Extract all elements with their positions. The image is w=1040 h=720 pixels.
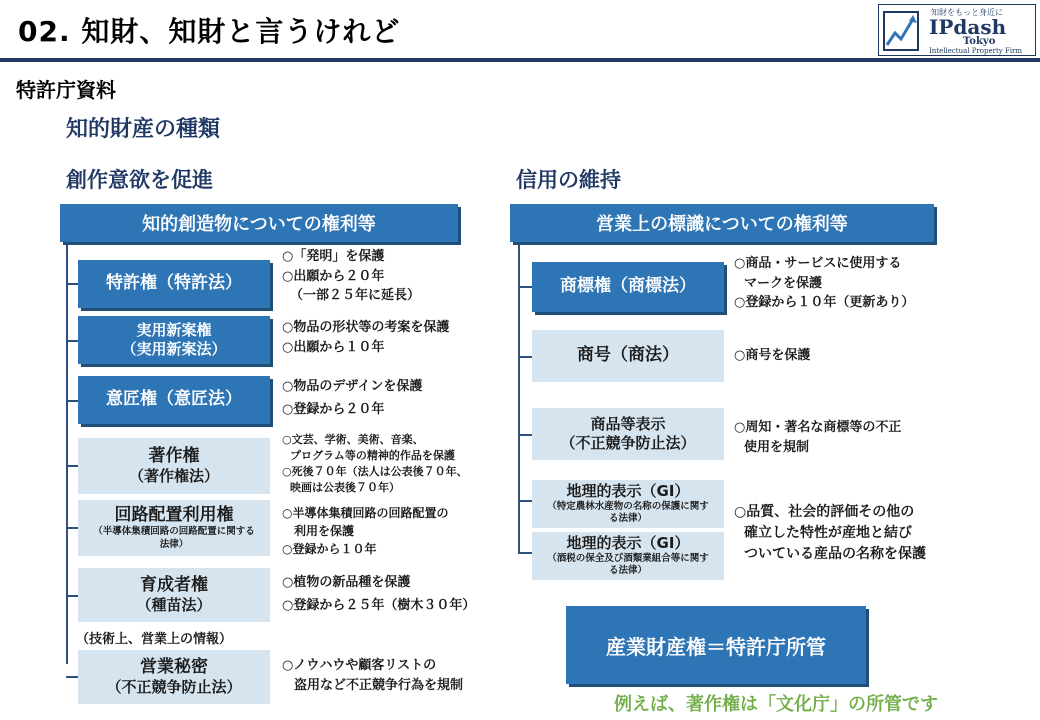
item-sub: （半導体集積回路の回路配置に関する法律）: [93, 526, 255, 550]
left-branch-1: [66, 283, 78, 285]
right-box-patent: [78, 260, 270, 308]
desc-product-indication: [734, 418, 901, 457]
item-name: 地理的表示（GI）: [566, 482, 690, 501]
left-branch-7: [66, 676, 78, 678]
right-box-design: [78, 376, 270, 424]
box-trade-name: [532, 330, 724, 382]
item-sub: （不正競争防止法）: [560, 434, 696, 452]
left-section-heading: 創作意欲を促進: [66, 168, 213, 192]
item-sub: （特定農林水産物の名称の保護に関する法律）: [547, 501, 709, 525]
desc-line: ○文芸、学術、美術、音楽、: [282, 433, 424, 446]
desc-line: ○「発明」を保護: [282, 249, 385, 264]
right-branch-4: [518, 500, 532, 502]
item-name: 意匠権（意匠法）: [106, 389, 242, 410]
desc-trademark: [734, 254, 914, 313]
item-name: 実用新案権: [136, 321, 212, 340]
desc-line: ○商品・サービスに使用する: [734, 256, 902, 271]
desc-circuit-layout: [282, 504, 448, 558]
desc-line: ○出願から１０年: [282, 339, 385, 355]
diagram-heading: 知的財産の種類: [66, 117, 221, 142]
trade-secret-note: （技術上、営業上の情報）: [76, 632, 233, 647]
item-name: 営業秘密: [140, 657, 208, 677]
desc-breeder-right: [282, 572, 475, 618]
item-name: 回路配置利用権: [114, 505, 234, 526]
desc-line: 映画は公表後７０年）: [290, 480, 400, 494]
left-branch-2: [66, 340, 78, 342]
desc-line: ○登録から２０年: [282, 401, 385, 417]
item-sub: （酒税の保全及び酒類業組合等に関する法律）: [547, 553, 709, 577]
item-name: 育成者権: [140, 575, 208, 595]
desc-line: 盗用など不正競争行為を規制: [294, 677, 464, 693]
footer-note: 例えば、著作権は「文化庁」の所管です: [614, 694, 938, 715]
desc-line: ○登録から２５年（樹木３０年）: [282, 597, 476, 613]
source-label: 特許庁資料: [16, 78, 116, 102]
box-gi-liquor: [532, 532, 724, 580]
desc-line: （一部２５年に延長）: [290, 288, 421, 303]
desc-line: ○半導体集積回路の回路配置の: [282, 506, 449, 520]
item-name: 商号（商法）: [577, 345, 679, 366]
industrial-property-box: 産業財産権＝特許庁所管: [566, 606, 866, 684]
left-branch-4: [66, 465, 78, 467]
desc-trade-name: [734, 346, 810, 366]
right-branch-2: [518, 356, 532, 358]
desc-line: マークを保護: [744, 275, 823, 291]
box-gi-agri: [532, 480, 724, 528]
desc-line: 確立した特性が産地と結び: [744, 525, 912, 541]
item-name: 特許権（特許法）: [106, 273, 242, 294]
box-product-indication: [532, 408, 724, 460]
item-sub: （不正競争防止法）: [106, 678, 242, 697]
item-name: 地理的表示（GI）: [566, 534, 690, 553]
item-name: 商品等表示: [590, 415, 666, 434]
box-breeder-right: [78, 568, 270, 622]
desc-design: [282, 376, 422, 422]
left-branch-5: [66, 527, 78, 529]
desc-line: ○物品のデザインを保護: [282, 379, 423, 394]
desc-line: ○物品の形状等の考案を保護: [282, 320, 450, 335]
desc-line: ○登録から１０年: [282, 542, 377, 556]
right-box-utility-model: [78, 316, 270, 364]
desc-line: ○ノウハウや顧客リストの: [282, 658, 437, 673]
right-tree-trunk: [518, 244, 520, 554]
desc-line: ○商号を保護: [734, 348, 811, 363]
logo-name: IPdash: [929, 15, 1007, 39]
slide-title: 02. 知財、知財と言うけれど: [18, 15, 401, 48]
logo: [878, 4, 1036, 56]
desc-line: ○植物の新品種を保護: [282, 575, 411, 590]
logo-mark-icon: [883, 11, 919, 51]
item-name: 著作権: [148, 446, 200, 466]
desc-utility-model: [282, 318, 449, 357]
left-branch-3: [66, 400, 78, 402]
desc-line: ついている産品の名称を保護: [744, 546, 926, 562]
title-rule: [0, 58, 1040, 62]
desc-line: 使用を規制: [744, 439, 810, 455]
left-tree-trunk: [66, 244, 68, 664]
desc-geographical-indication: [734, 502, 926, 565]
left-column-header: 知的創造物についての権利等: [60, 204, 458, 242]
desc-line: 利用を保護: [294, 524, 355, 538]
left-branch-6: [66, 595, 78, 597]
right-branch-1: [518, 286, 532, 288]
desc-line: ○周知・著名な商標等の不正: [734, 420, 902, 435]
right-section-heading: 信用の維持: [516, 168, 621, 192]
box-trade-secret: [78, 650, 270, 704]
logo-city: Tokyo: [963, 36, 996, 47]
right-branch-3: [518, 434, 532, 436]
desc-line: プログラム等の精神的作品を保護: [290, 448, 455, 462]
item-sub: （種苗法）: [136, 596, 212, 615]
item-sub: （著作権法）: [128, 467, 219, 486]
desc-line: ○死後７０年（法人は公表後７０年、: [282, 464, 468, 478]
right-column-header: 営業上の標識についての権利等: [510, 204, 934, 242]
desc-patent: [282, 247, 420, 306]
item-sub: （実用新案法）: [121, 340, 227, 358]
desc-copyright: [282, 432, 468, 496]
right-box-trademark: [532, 262, 724, 312]
item-name: 商標権（商標法）: [560, 276, 696, 297]
logo-tagline: 知財をもっと身近に: [931, 8, 1003, 17]
right-branch-5: [518, 552, 532, 554]
desc-line: ○品質、社会的評価その他の: [734, 504, 915, 520]
box-copyright: [78, 438, 270, 494]
desc-line: ○登録から１０年（更新あり）: [734, 295, 915, 310]
logo-firm: Intellectual Property Firm: [929, 47, 1023, 55]
desc-line: ○出願から２０年: [282, 268, 385, 284]
desc-trade-secret: [282, 656, 463, 695]
box-circuit-layout: [78, 500, 270, 556]
